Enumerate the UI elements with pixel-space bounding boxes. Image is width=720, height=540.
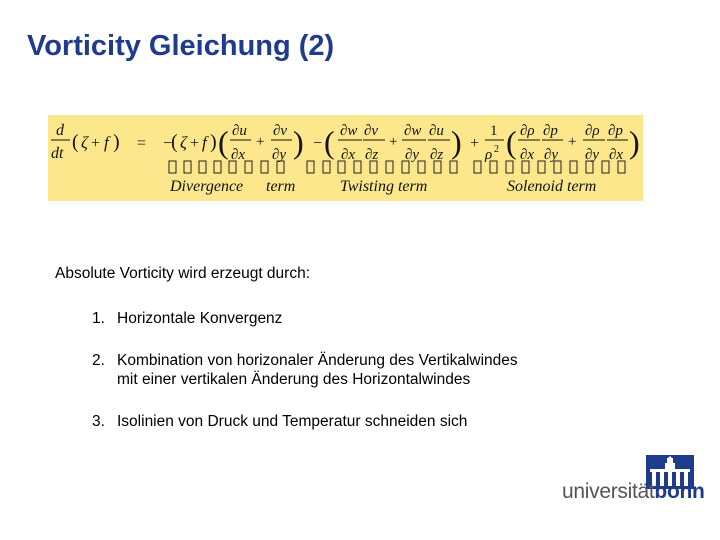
svg-text:∂y: ∂y — [405, 147, 420, 163]
svg-text:(: ( — [72, 131, 79, 153]
svg-text:): ) — [293, 124, 304, 160]
svg-text:∂y: ∂y — [585, 147, 600, 163]
svg-text:2: 2 — [494, 144, 499, 155]
svg-text:∂p: ∂p — [543, 123, 558, 139]
svg-text:=: = — [137, 135, 147, 152]
list-item-text — [117, 309, 282, 328]
svg-text:ρ: ρ — [485, 147, 493, 163]
list-item-line: mit einer vertikalen Änderung des Horizontalwindes — [117, 371, 471, 388]
svg-text:): ) — [210, 131, 217, 153]
svg-text:+: + — [389, 134, 398, 150]
svg-text:∂x: ∂x — [520, 147, 535, 163]
svg-text:∂u: ∂u — [232, 123, 247, 139]
eq-lhs-dt: dt — [51, 145, 64, 162]
divergence-term-label: term — [266, 178, 296, 195]
svg-text:): ) — [629, 124, 640, 160]
list-item-line: Kombination von horizonaler Änderung des Vertikalwindes — [117, 352, 518, 369]
svg-text:+: + — [256, 134, 265, 150]
list-item-line: Isolinien von Druck und Temperatur schneiden sich — [117, 413, 468, 430]
svg-text:∂ρ: ∂ρ — [520, 123, 535, 139]
svg-text:f: f — [202, 133, 207, 152]
svg-text:f: f — [104, 133, 109, 152]
list-item-text — [117, 351, 518, 389]
list-item — [92, 412, 518, 431]
numbered-list — [92, 309, 518, 454]
svg-text:ζ: ζ — [81, 133, 88, 152]
svg-text:+: + — [190, 135, 200, 152]
svg-text:∂v: ∂v — [273, 123, 288, 139]
svg-text:(: ( — [218, 124, 229, 160]
svg-text:∂y: ∂y — [272, 147, 287, 163]
svg-text:∂x: ∂x — [341, 147, 356, 163]
svg-text:): ) — [113, 131, 120, 153]
vorticity-equation — [48, 115, 643, 201]
svg-text:−: − — [163, 135, 173, 152]
svg-text:∂v: ∂v — [364, 123, 379, 139]
list-item-number: 3. — [92, 413, 105, 430]
eq-lhs-d: d — [56, 122, 64, 139]
svg-text:∂p: ∂p — [608, 123, 623, 139]
svg-text:ζ: ζ — [180, 133, 187, 152]
intro-text: Absolute Vorticity wird erzeugt durch: — [55, 265, 311, 282]
solenoid-term-label: Solenoid term — [507, 178, 597, 195]
divergence-label: Divergence — [170, 178, 244, 195]
svg-text:+: + — [568, 134, 577, 150]
svg-text:(: ( — [324, 124, 335, 160]
svg-text:1: 1 — [490, 123, 498, 139]
svg-text:): ) — [451, 124, 462, 160]
svg-text:∂ρ: ∂ρ — [585, 123, 600, 139]
list-item-number: 1. — [92, 310, 105, 327]
logo-wordmark — [562, 480, 705, 504]
list-item — [92, 309, 518, 328]
svg-text:∂x: ∂x — [231, 147, 246, 163]
university-logo — [562, 455, 705, 507]
svg-text:∂u: ∂u — [429, 123, 444, 139]
svg-text:∂x: ∂x — [609, 147, 624, 163]
equation-box — [48, 115, 643, 201]
slide-title: Vorticity Gleichung (2) — [27, 30, 335, 62]
list-item-text — [117, 412, 467, 431]
svg-text:∂y: ∂y — [544, 147, 559, 163]
svg-text:∂w: ∂w — [404, 123, 422, 139]
svg-text:∂z: ∂z — [365, 147, 379, 163]
svg-text:∂z: ∂z — [430, 147, 444, 163]
list-item-line: Horizontale Konvergenz — [117, 310, 283, 327]
twisting-term-label: Twisting term — [340, 178, 428, 195]
svg-text:∂w: ∂w — [340, 123, 358, 139]
svg-text:−: − — [313, 135, 323, 152]
logo-text-universitaet: universität — [562, 480, 655, 503]
list-item — [92, 351, 518, 389]
svg-text:(: ( — [506, 124, 517, 160]
svg-text:+: + — [91, 135, 101, 152]
logo-text-bonn: bonn — [654, 480, 705, 503]
svg-text:+: + — [470, 135, 480, 152]
svg-text:(: ( — [171, 131, 178, 153]
list-item-number: 2. — [92, 352, 105, 369]
